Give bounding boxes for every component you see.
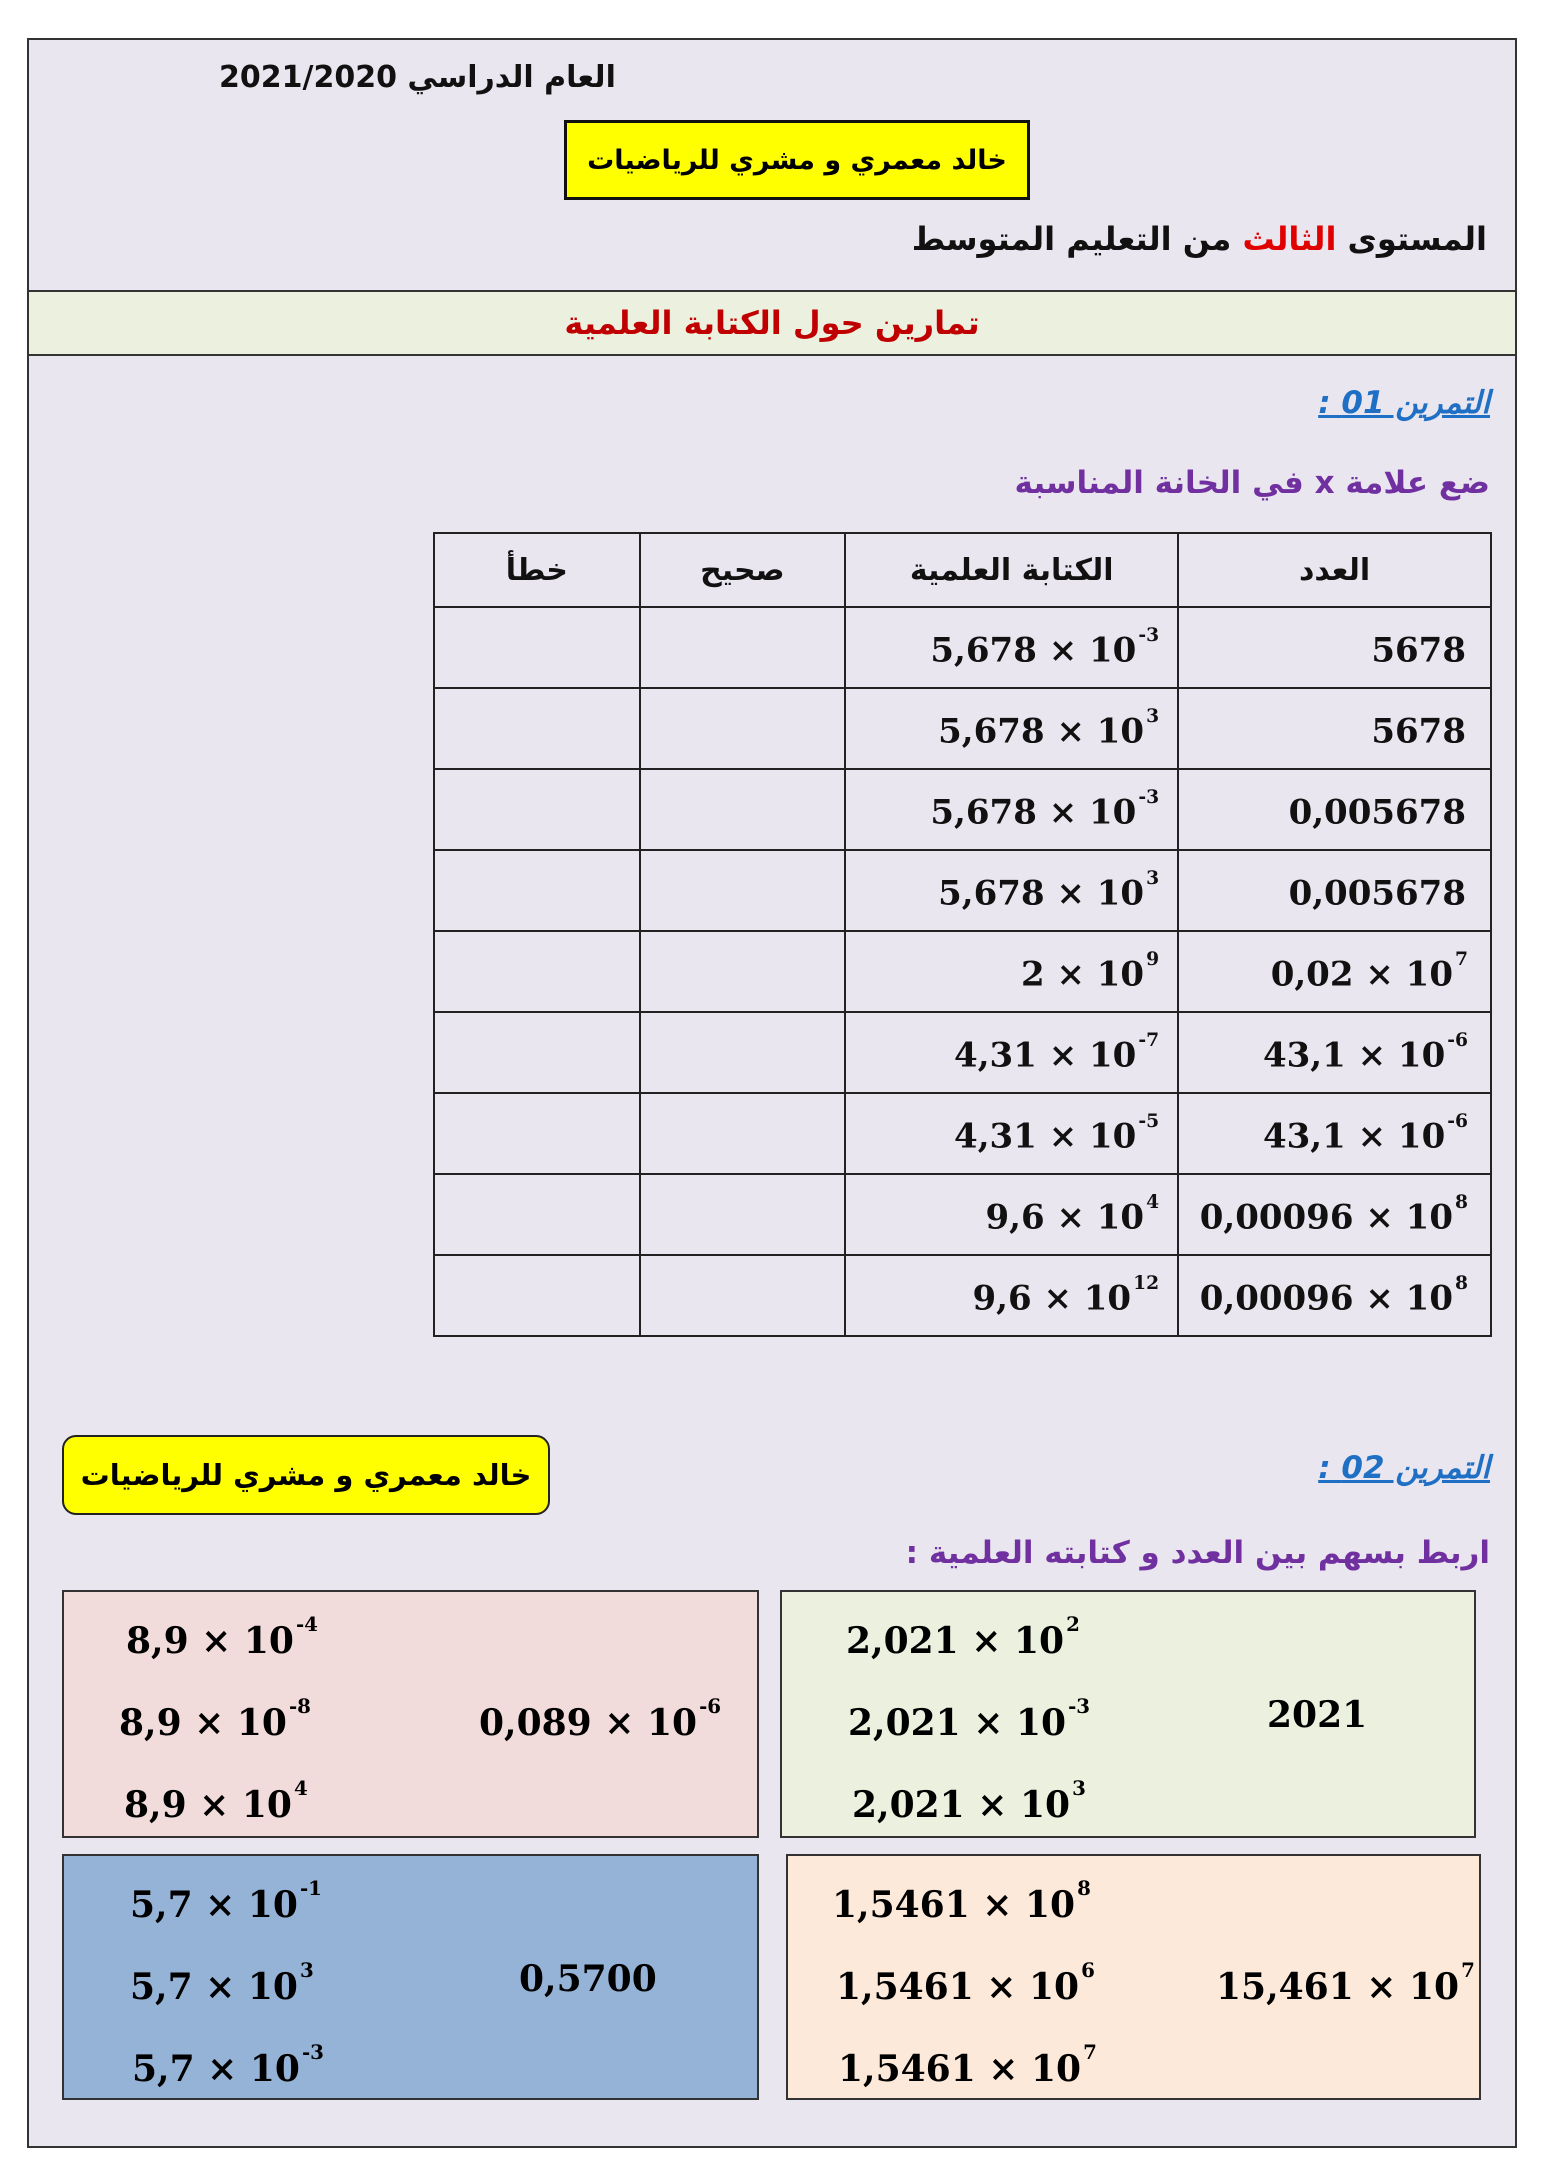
scientific-cell: 4,31 × 10 $^{-5}$ [845, 1093, 1178, 1174]
exercise1-table [433, 532, 1492, 1337]
author-box: خالد معمري و مشري للرياضيات [564, 120, 1030, 200]
table-row [434, 688, 1491, 769]
wrong-cell[interactable] [434, 1174, 640, 1255]
exercise1-instruction: ضع علامة x في الخانة المناسبة [1014, 465, 1490, 501]
option[interactable]: 2,021 × 10 $^3$ [852, 1776, 1086, 1826]
author-pill: خالد معمري و مشري للرياضيات [62, 1435, 550, 1515]
level-prefix: المستوى [1347, 220, 1487, 258]
number-cell: 43,1 × 10 $^{-6}$ [1178, 1093, 1491, 1174]
correct-cell[interactable] [640, 850, 846, 931]
number-cell: 5678 [1178, 607, 1491, 688]
option[interactable]: 2,021 × 10 $^2$ [846, 1612, 1080, 1662]
scientific-cell: 5,678 × 10 $^{-3}$ [845, 769, 1178, 850]
number-cell: 0,005678 [1178, 769, 1491, 850]
table-row [434, 607, 1491, 688]
correct-cell[interactable] [640, 1093, 846, 1174]
option[interactable]: 8,9 × 10 $^{-4}$ [126, 1612, 318, 1662]
level-suffix: من التعليم المتوسط [911, 220, 1232, 258]
option[interactable]: 2,021 × 10 $^{-3}$ [848, 1694, 1091, 1744]
wrong-cell[interactable] [434, 769, 640, 850]
scientific-cell: 4,31 × 10 $^{-7}$ [845, 1012, 1178, 1093]
correct-cell[interactable] [640, 1255, 846, 1336]
number-cell: 43,1 × 10 $^{-6}$ [1178, 1012, 1491, 1093]
number-cell: 0,02 × 10 $^7$ [1178, 931, 1491, 1012]
header-correct: صحيح [640, 533, 846, 607]
option[interactable]: 5,7 × 10 $^{-1}$ [130, 1876, 322, 1926]
option[interactable]: 8,9 × 10 $^4$ [124, 1776, 308, 1826]
table-row [434, 1174, 1491, 1255]
worksheet-title: تمارين حول الكتابة العلمية [29, 290, 1515, 356]
option[interactable]: 1,5461 × 10 $^8$ [832, 1876, 1091, 1926]
scientific-cell: 5,678 × 10 $^{-3}$ [845, 607, 1178, 688]
correct-cell[interactable] [640, 769, 846, 850]
school-year: العام الدراسي 2021/2020 [219, 60, 616, 95]
match-box-pink [62, 1590, 759, 1838]
header-number: العدد [1178, 533, 1491, 607]
match-box-peach [786, 1854, 1481, 2100]
correct-cell[interactable] [640, 607, 846, 688]
table-header-row [434, 533, 1491, 607]
level-highlight: الثالث [1242, 220, 1337, 258]
header-scientific: الكتابة العلمية [845, 533, 1178, 607]
grade-level [912, 220, 1487, 258]
wrong-cell[interactable] [434, 850, 640, 931]
exercise1-label: التمرين 01 : [1318, 385, 1490, 421]
wrong-cell[interactable] [434, 607, 640, 688]
match-number[interactable]: 15,461 × 10 $^7$ [1216, 1958, 1475, 2008]
wrong-cell[interactable] [434, 1255, 640, 1336]
match-box-blue [62, 1854, 759, 2100]
header-wrong: خطأ [434, 533, 640, 607]
table-row [434, 850, 1491, 931]
number-cell: 5678 [1178, 688, 1491, 769]
worksheet-page [27, 38, 1517, 2148]
number-cell: 0,005678 [1178, 850, 1491, 931]
exercise2-instruction: اربط بسهم بين العدد و كتابته العلمية : [905, 1535, 1490, 1571]
scientific-cell: 9,6 × 10 $^{12}$ [845, 1255, 1178, 1336]
table-row [434, 769, 1491, 850]
match-number[interactable]: 0,089 × 10 $^{-6}$ [479, 1694, 722, 1744]
wrong-cell[interactable] [434, 931, 640, 1012]
wrong-cell[interactable] [434, 1012, 640, 1093]
correct-cell[interactable] [640, 1174, 846, 1255]
option[interactable]: 5,7 × 10 $^3$ [130, 1958, 314, 2008]
wrong-cell[interactable] [434, 688, 640, 769]
correct-cell[interactable] [640, 931, 846, 1012]
number-cell: 0,00096 × 10 $^8$ [1178, 1255, 1491, 1336]
scientific-cell: 2 × 10 $^9$ [845, 931, 1178, 1012]
scientific-cell: 5,678 × 10 $^3$ [845, 850, 1178, 931]
table-row [434, 1093, 1491, 1174]
wrong-cell[interactable] [434, 1093, 640, 1174]
table-row [434, 1012, 1491, 1093]
match-box-green [780, 1590, 1476, 1838]
table-row [434, 1255, 1491, 1336]
option[interactable]: 1,5461 × 10 $^7$ [838, 2040, 1097, 2090]
exercise2-label: التمرين 02 : [1318, 1450, 1490, 1486]
number-cell: 0,00096 × 10 $^8$ [1178, 1174, 1491, 1255]
scientific-cell: 9,6 × 10 $^4$ [845, 1174, 1178, 1255]
correct-cell[interactable] [640, 1012, 846, 1093]
option[interactable]: 5,7 × 10 $^{-3}$ [132, 2040, 324, 2090]
option[interactable]: 1,5461 × 10 $^6$ [836, 1958, 1095, 2008]
correct-cell[interactable] [640, 688, 846, 769]
table-row [434, 931, 1491, 1012]
match-number[interactable]: 2021 [1267, 1694, 1368, 1736]
option[interactable]: 8,9 × 10 $^{-8}$ [119, 1694, 311, 1744]
scientific-cell: 5,678 × 10 $^3$ [845, 688, 1178, 769]
match-number[interactable]: 0,5700 [519, 1958, 657, 2000]
